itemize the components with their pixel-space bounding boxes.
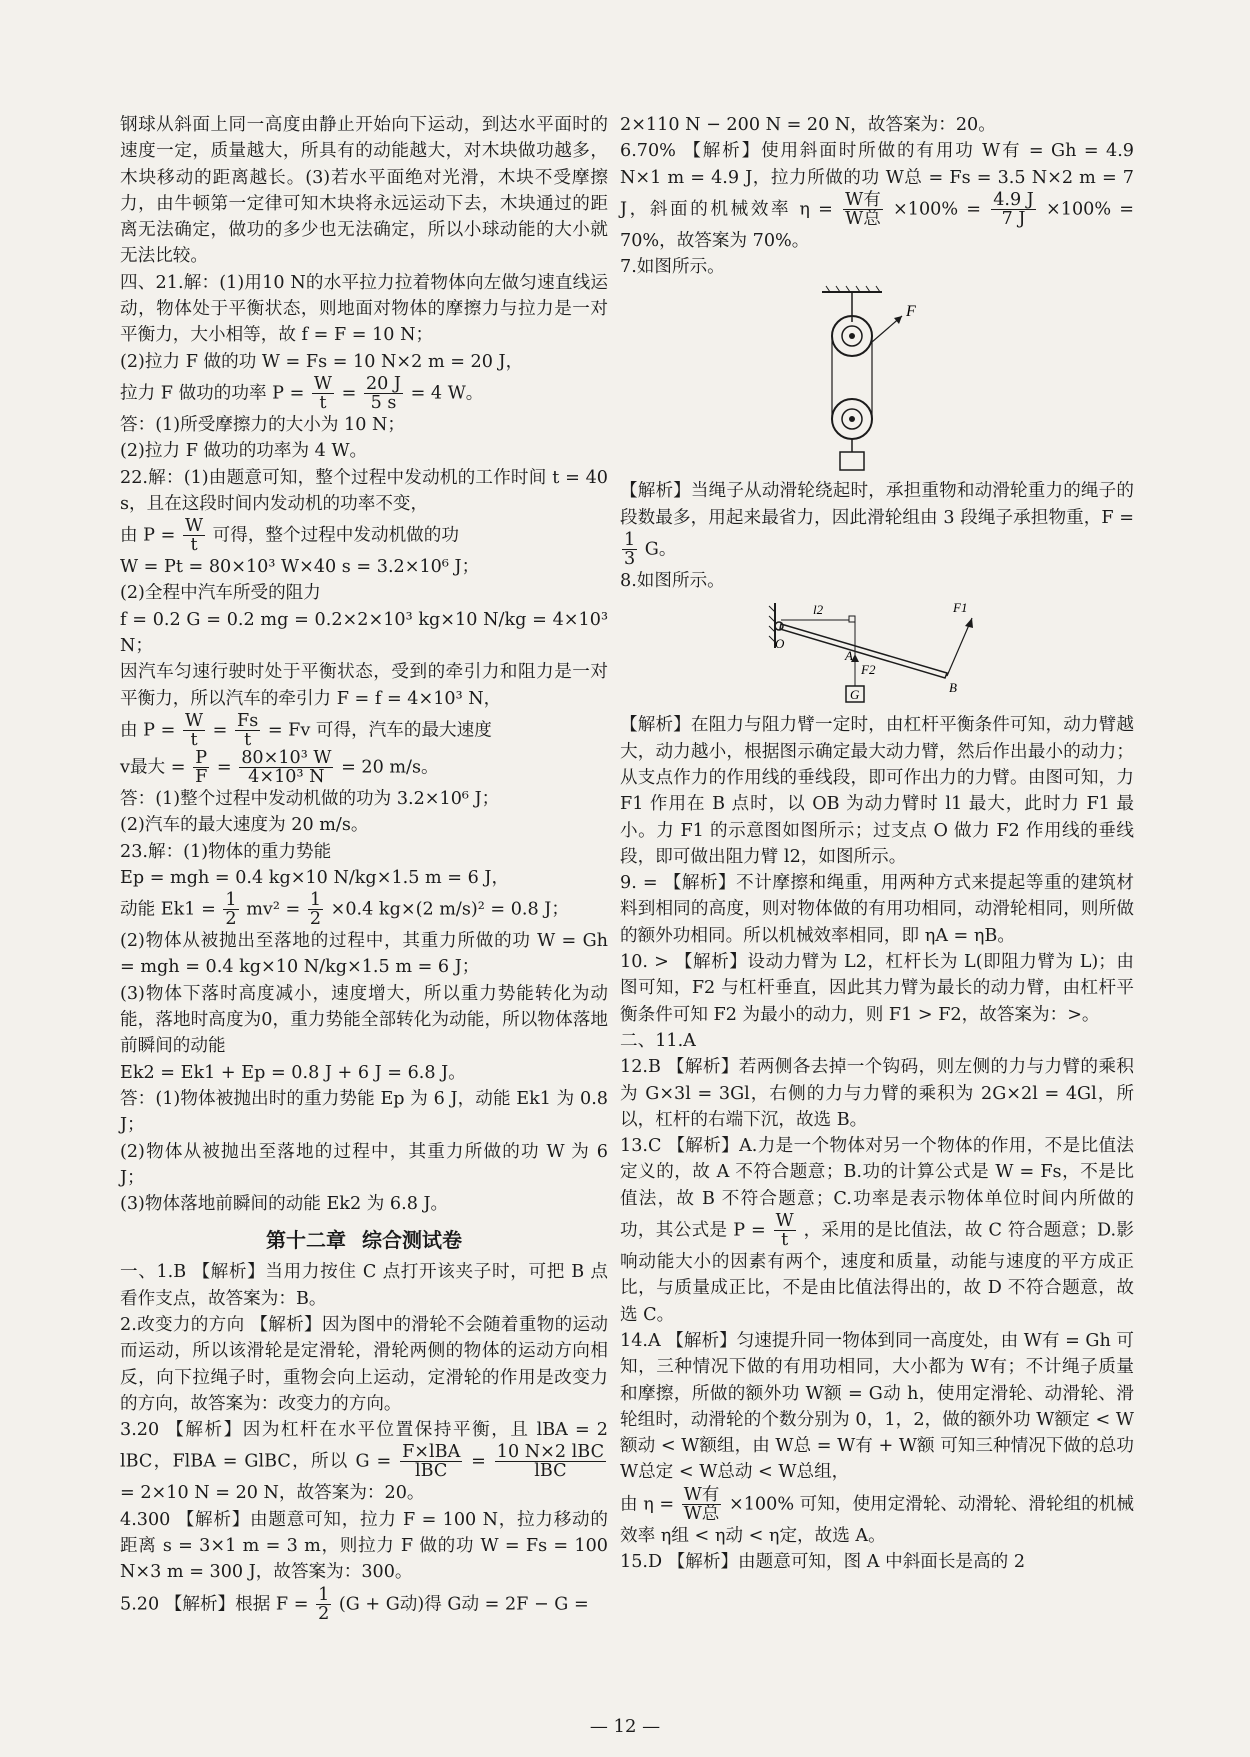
equation-line (120, 1586, 608, 1623)
denominator: t (190, 729, 198, 750)
arm-l2-label: l2 (813, 602, 824, 618)
denominator: t (244, 729, 252, 750)
chapter-heading (120, 1223, 608, 1257)
numerator: 1 (624, 530, 636, 551)
text: 拉力 F 做功的功率 P = (120, 383, 305, 404)
paragraph: f = 0.2 G = 0.2 mg = 0.2×2×10³ kg×10 N/kg = 4×10³ N； (120, 609, 608, 657)
text: = 2×10 N = 20 N，故答案为：20。 (120, 1483, 425, 1504)
text: (G + G动)得 G动 = 2F − G = (338, 1594, 589, 1615)
denominator: 3 (624, 549, 636, 570)
paragraph: 二、11.A (620, 1030, 696, 1051)
paragraph: (2)拉力 F 做的功 W = Fs = 10 N×2 m = 20 J， (120, 351, 524, 372)
numerator: F×lBA (402, 1442, 461, 1463)
paragraph: Ep = mgh = 0.4 kg×10 N/kg×1.5 m = 6 J， (120, 867, 510, 888)
paragraph: (2)汽车的最大速度为 20 m/s。 (120, 815, 369, 836)
text: = 4 W。 (410, 383, 484, 404)
denominator: t (319, 392, 327, 413)
text: G。 (644, 539, 677, 560)
paragraph: 答：(1)物体被抛出时的重力势能 Ep 为 6 J，动能 Ek1 为 0.8 J； (120, 1088, 608, 1136)
fraction (622, 531, 637, 568)
paragraph: 15.D 【解析】由题意可知，图 A 中斜面长是高的 2 (620, 1551, 1026, 1572)
paragraph: 答：(1)所受摩擦力的大小为 10 N； (120, 414, 406, 435)
fraction (682, 1486, 722, 1523)
denominator: 7 J (1001, 208, 1026, 229)
chapter-number: 第十二章 (266, 1228, 346, 1253)
fraction (183, 712, 205, 749)
numerator: W (313, 373, 333, 394)
denominator: W总 (845, 208, 881, 229)
page-number: — 12 — (589, 1716, 661, 1737)
paragraph: (3)物体落地前瞬间的动能 Ek2 为 6.8 J。 (120, 1194, 449, 1215)
text: 5.20 【解析】根据 F = (120, 1594, 309, 1615)
equation-line (120, 1417, 608, 1507)
text: = 20 m/s。 (341, 757, 439, 778)
text: 动能 Ek1 = (120, 899, 216, 920)
text: ，采用的是比值法，故 C 符合题意；D.影响动能大小的因素有两个，速度和质量，动能与速度的平方成正比，与质量成正比，不是由比值法得出的，故 D 不符合题意，故选 C。 (620, 1220, 1135, 1325)
paragraph: 7.如图所示。 (620, 257, 725, 278)
force-label: F (906, 303, 916, 321)
numerator: W有 (683, 1484, 720, 1505)
paragraph: Ek2 = Ek1 + Ep = 0.8 J + 6 J = 6.8 J。 (120, 1062, 466, 1083)
equation-line (620, 478, 1134, 568)
fraction (183, 517, 205, 554)
paragraph: (3)物体下落时高度减小，速度增大，所以重力势能转化为动能，落地时高度为0，重力势能全部转化为动能，所以物体落地前瞬间的动能 (120, 983, 608, 1057)
paragraph: 8.如图所示。 (620, 571, 725, 592)
denominator: W总 (683, 1503, 720, 1524)
paragraph: W = Pt = 80×10³ W×40 s = 3.2×10⁶ J； (120, 557, 480, 578)
paragraph: 答：(1)整个过程中发动机做的功为 3.2×10⁶ J； (120, 788, 500, 809)
text: = (216, 757, 232, 778)
numerator: 1 (225, 890, 237, 911)
fraction (991, 191, 1036, 228)
fraction (223, 891, 238, 928)
denominator: lBC (534, 1461, 567, 1482)
right-column (620, 112, 1134, 1575)
paragraph: 10. > 【解析】设动力臂为 L2，杠杆长为 L(即阻力臂为 L)；由图可知，F2 与杠杆垂直，因此其力臂为最长的动力臂，由杠杆平衡条件可知 F2 为最小的动力，则 F1 > F2，故答案为：>。 (620, 952, 1134, 1025)
paragraph: 四、21.解：(1)用10 N的水平拉力拉着物体向左做匀速直线运动，物体处于平衡状态，则地面对物体的摩擦力与拉力是一对平衡力，大小相等，故 f = F = 10 N； (120, 272, 608, 346)
fraction (316, 1586, 331, 1623)
fraction (843, 191, 883, 228)
paragraph: 钢球从斜面上同一高度由静止开始向下运动，到达水平面时的速度一定，质量越大，所具有的动能越大，对木块做功越多，木块移动的距离越长。(3)若水平面绝对光滑，木块不受摩擦力，由牛顿第一定律可知木块将永远运动下去，木块通过的距离无法确定，做功的多少也无法确定，所以小球动能的大小就无法比较。 (120, 115, 608, 267)
denominator: 5 s (370, 392, 397, 413)
equation-line (120, 375, 608, 412)
text: = (471, 1451, 486, 1472)
text: 【解析】当绳子从动滑轮绕起时，承担重物和动滑轮重力的绳子的段数最多，用起来最省力，因此滑轮组由 3 段绳子承担物重，F = (620, 481, 1134, 528)
text: 6.70% 【解析】使用斜面时所做的有用功 W有 = Gh = 4.9 N×1 m = 4.9 J，拉力所做的功 W总 = Fs = 3.5 N×2 m = 7 J，斜面的机械效率 η = (620, 141, 1134, 220)
numerator: 10 N×2 lBC (496, 1442, 605, 1463)
weight-g-label: G (850, 687, 860, 703)
numerator: 80×10³ W (241, 747, 332, 768)
text: ×100% = (893, 199, 981, 220)
paragraph: (2)物体从被抛出至落地的过程中，其重力所做的功 W = Gh = mgh = 0.4 kg×10 N/kg×1.5 m = 6 J； (120, 931, 608, 978)
text: ×100% 可知，使用定滑轮、动滑轮、滑轮组的机械效率 η组 < η动 < η定，故选 A。 (620, 1494, 1135, 1546)
fraction (235, 712, 260, 749)
paragraph: 23.解：(1)物体的重力势能 (120, 841, 332, 862)
fraction (364, 375, 403, 412)
text: = Fv 可得，汽车的最大速度 (267, 720, 492, 741)
point-a-label: A (845, 648, 853, 664)
text: v最大 = (120, 757, 186, 778)
fraction (239, 749, 333, 786)
force-f1-label: F1 (953, 600, 968, 616)
text: ×0.4 kg×(2 m/s)² = 0.8 J； (330, 899, 569, 920)
numerator: P (193, 749, 209, 768)
denominator: F (195, 766, 208, 787)
equation-line (620, 1133, 1134, 1328)
paragraph: 9. = 【解析】不计摩擦和绳重，用两种方式来提起等重的建筑材料到相同的高度，则对物体做的有用功相同，动滑轮相同，则所做的额外功相同。所以机械效率相同，即 ηA = ηB。 (620, 873, 1134, 946)
left-column (120, 112, 608, 1623)
fraction (400, 1443, 462, 1480)
pulley-diagram (802, 284, 952, 474)
denominator: 2 (318, 1603, 330, 1624)
text: = (341, 383, 357, 404)
numerator: 1 (309, 890, 322, 911)
paragraph: 4.300 【解析】由题意可知，拉力 F = 100 N，拉力移动的距离 s = 3×1 m = 3 m，则拉力 F 做的功 W = Fs = 100 N×3 m = 300 J，故答案为：300。 (120, 1509, 608, 1583)
fraction (774, 1212, 796, 1249)
text: 由 P = (120, 720, 176, 741)
fraction (495, 1443, 606, 1480)
denominator: t (781, 1230, 789, 1251)
paragraph: 【解析】在阻力与阻力臂一定时，由杠杆平衡条件可知，动力臂越大，动力越小，根据图示确定最大动力臂，然后作出最小的动力；从支点作力的作用线的垂线段，即可作出力的力臂。由图可知，力 F1 作用在 B 点时，以 OB 为动力臂时 l1 最大，此时力 F1 最小。力 F1 的示意图如图所示；过支点 O 做力 F2 作用线的垂线段，即可做出阻力臂 l2，如图所示。 (620, 715, 1134, 867)
numerator: W (184, 710, 204, 731)
numerator: 1 (318, 1584, 330, 1605)
numerator: Fs (236, 710, 259, 731)
paragraph: 22.解：(1)由题意可知，整个过程中发动机的工作时间 t = 40 s，且在这段时间内发动机的功率不变， (120, 467, 608, 514)
paragraph: (2)拉力 F 做功的功率为 4 W。 (120, 441, 368, 462)
text: mv² = (246, 899, 301, 920)
denominator: lBC (414, 1461, 448, 1482)
numerator: W (775, 1211, 794, 1232)
denominator: 2 (225, 909, 237, 930)
paragraph: 2×110 N − 200 N = 20 N，故答案为：20。 (620, 115, 996, 135)
equation-line (120, 712, 608, 749)
text: 由 P = (120, 525, 176, 546)
fulcrum-label: O (775, 636, 785, 652)
equation-line (120, 749, 608, 786)
text: 由 η = (620, 1494, 675, 1515)
force-f2-label: F2 (861, 662, 876, 678)
equation-line (120, 891, 608, 928)
numerator: W (184, 516, 204, 537)
paragraph: 一、1.B 【解析】当用力按住 C 点打开该夹子时，可把 B 点看作支点，故答案为：B。 (120, 1262, 608, 1309)
equation-line (620, 1486, 1134, 1549)
text: 可得，整个过程中发动机做的功 (212, 525, 459, 546)
text: ×100% = 70%，故答案为 70%。 (620, 199, 1135, 251)
paragraph: 12.B 【解析】若两侧各去掉一个钩码，则左侧的力与力臂的乘积为 G×3l = 3Gl，右侧的力与力臂的乘积为 2G×2l = 4Gl，所以，杠杆的右端下沉，故选 B。 (620, 1057, 1134, 1130)
text: = (212, 720, 228, 741)
numerator: 20 J (365, 373, 401, 394)
fraction (193, 749, 209, 786)
fraction (308, 891, 323, 928)
equation-line (620, 138, 1134, 254)
denominator: t (190, 535, 198, 556)
paragraph: 14.A 【解析】匀速提升同一物体到同一高度处，由 W有 = Gh 可知，三种情况下做的有用功相同，大小都为 W有；不计绳子质量和摩擦，所做的额外功 W额 = G动 h，使用定滑轮、动滑轮、滑轮组时，动滑轮的个数分别为 0，1，2，做的额外功 W额定 < W额动 < W额组，由 W总 = W有 + W额 可知三种情况下做的总功 W总定 < W总动 < W总组， (620, 1330, 1134, 1483)
fraction (312, 375, 334, 412)
point-b-label: B (949, 680, 957, 696)
denominator: 2 (309, 909, 322, 930)
text: 3.20 【解析】因为杠杆在水平位置保持平衡，且 lBA = 2 lBC，FlBA = GlBC，所以 G = (120, 1420, 608, 1472)
paragraph: 因汽车匀速行驶时处于平衡状态，受到的牵引力和阻力是一对平衡力，所以汽车的牵引力 F = f = 4×10³ N， (120, 662, 608, 709)
numerator: 4.9 J (993, 189, 1034, 210)
paragraph: (2)物体从被抛出至落地的过程中，其重力所做的功 W 为 6 J； (120, 1141, 608, 1188)
paragraph: (2)全程中汽车所受的阻力 (120, 583, 321, 604)
text: 13.C 【解析】A.力是一个物体对另一个物体的作用，不是比值法定义的，故 A 不符合题意；B.功的计算公式是 W = Fs，不是比值法，故 B 不符合题意；C.功率是表示物体单位时间内所做的功，其公式是 P = (620, 1136, 1134, 1241)
denominator: 4×10³ N (248, 766, 325, 787)
equation-line (120, 517, 608, 554)
paragraph: 2.改变力的方向 【解析】因为图中的滑轮不会随着重物的运动而运动，所以该滑轮是定滑轮，滑轮两侧的物体的运动方向相反，向下拉绳子时，重物会向上运动，定滑轮的作用是改变力的方向，故答案为：改变力的方向。 (120, 1314, 608, 1414)
chapter-title: 综合测试卷 (362, 1228, 462, 1253)
numerator: W有 (845, 189, 881, 210)
lever-diagram (767, 598, 987, 708)
